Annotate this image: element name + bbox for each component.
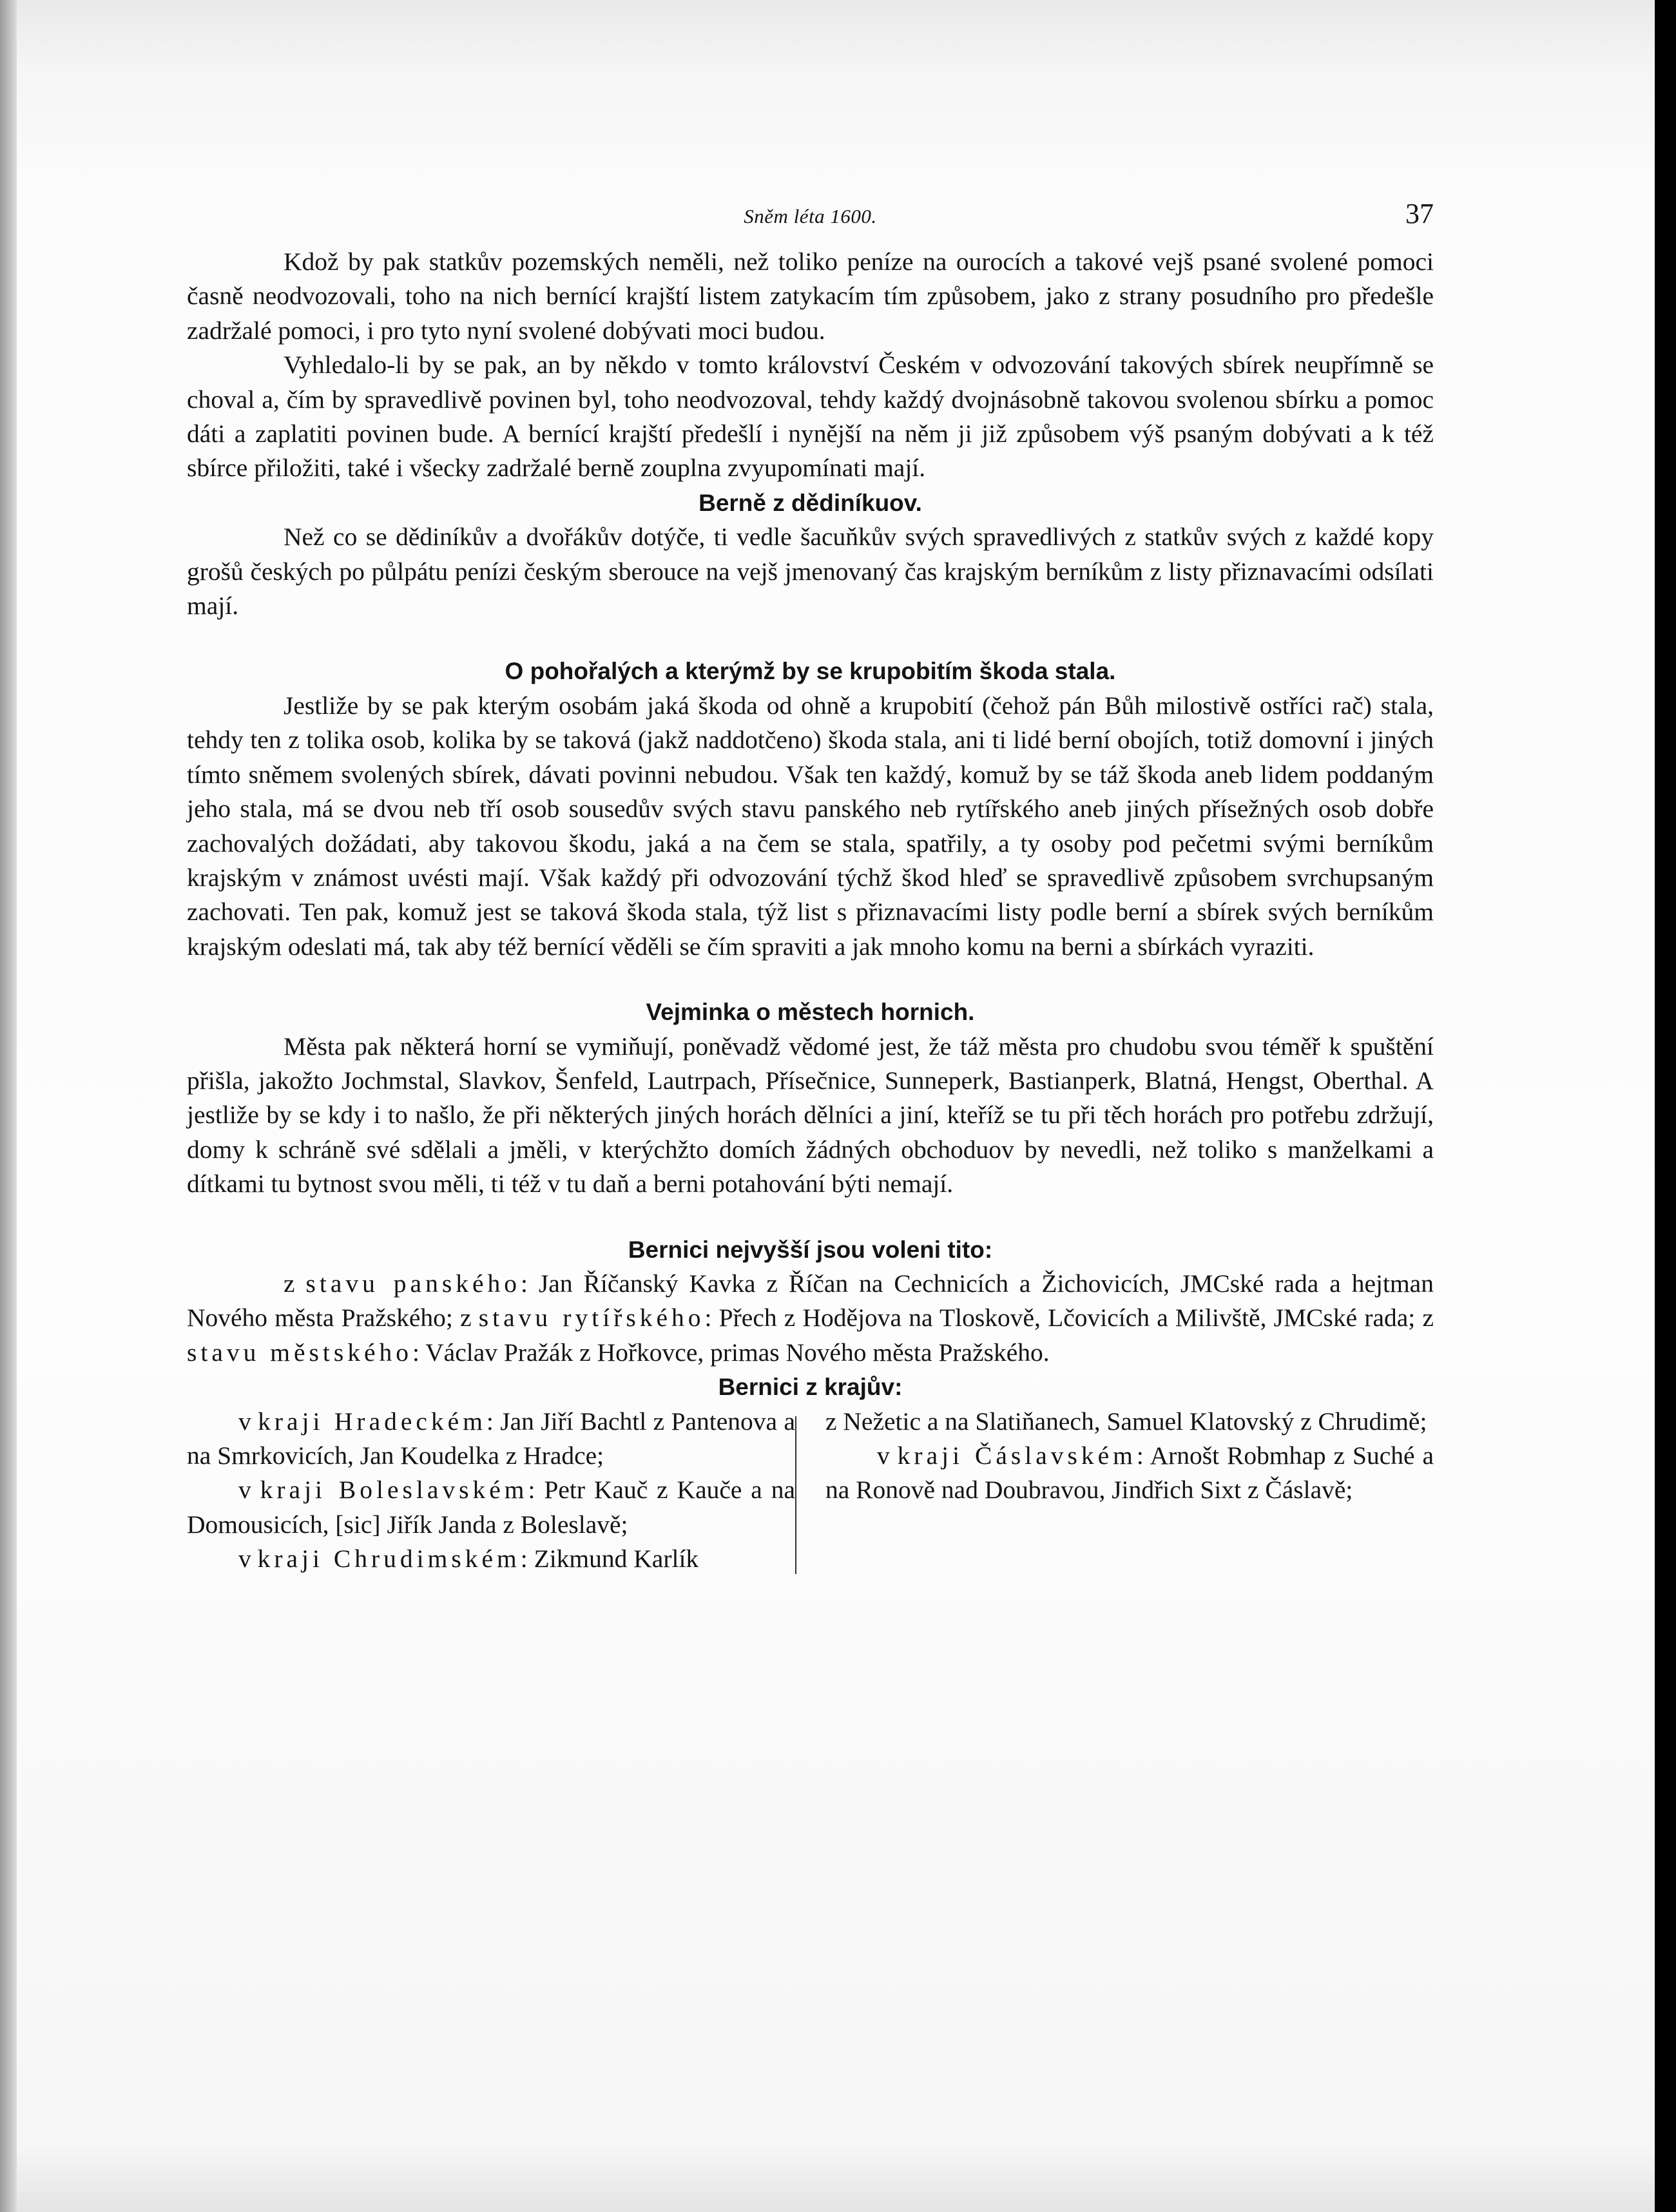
text-run: : Přech z Hodějova na Tloskově, Lčovicích a Milivště, JMCské rada; z xyxy=(704,1303,1434,1332)
entry-text: : Zikmund Karlík xyxy=(520,1544,699,1573)
two-column-list xyxy=(187,1405,1434,1577)
scan-right-edge xyxy=(1655,0,1676,2212)
paragraph-6 xyxy=(187,1267,1434,1370)
entry-text: : Jan Jiří Bachtl z Pantenova a na Smrkovicích, Jan Koudelka z Hradce; xyxy=(187,1407,795,1470)
entry-text: z Nežetic a na Slatiňanech, Samuel Klatovský z Chrudimě; xyxy=(825,1407,1427,1436)
running-title: Sněm léta 1600. xyxy=(744,205,877,227)
document-page xyxy=(187,193,1434,1577)
spaced-estate: stavu rytířského xyxy=(478,1303,705,1332)
entry xyxy=(187,1473,795,1542)
heading-vejminka: Vejminka o městech hornich. xyxy=(646,999,975,1026)
spaced-estate: stavu městského xyxy=(187,1338,413,1367)
entry-region: kraji Chrudimském xyxy=(257,1544,521,1573)
entry xyxy=(825,1439,1434,1508)
entry-text: : Petr Kauč z Kauče a na Domousicích, [sic] Jiřík Janda z Boleslavě; xyxy=(187,1476,795,1539)
entry-region: kraji Hradeckém xyxy=(258,1407,486,1436)
scan-left-shadow xyxy=(0,0,17,2212)
right-column xyxy=(796,1405,1434,1577)
entry-prefix: v xyxy=(238,1407,258,1436)
spaced-estate: stavu panského xyxy=(305,1269,521,1298)
paragraph-5: Města pak některá horní se vymiňují, poněvadž vědomé jest, že táž města pro chudobu svou téměř k spuštění přišla, jakožto Jochmstal, Slavkov, Šenfeld, Lautrpach, Přísečnice, Sunneperk, Bastianperk, Blatná, Hengst, Oberthal. A jestliže by se kdy i to našlo, že při některých jiných horách dělníci a jiní, kteříž se tu při těch horách pro potřebu zdržují, domy k schráně své sdělali a jměli, v kterýchžto domích žádných obchoduov by nevedli, než toliko s manželkami a dítkami tu bytnost svou měli, ti též v tu daň a berni potahování býti nemají. xyxy=(187,1032,1434,1198)
page-header xyxy=(187,193,1434,245)
entry xyxy=(825,1405,1434,1439)
paragraph-1: Kdož by pak statkův pozemských neměli, než toliko peníze na ourocích a takové vejš psané svolené pomoci časně neodvozovali, toho na nich bernící krajští listem zatykacím tím způsobem, jako z strany posudního pro předešle zadržalé pomoci, i pro tyto nyní svolené dobývati moci budou. xyxy=(187,247,1434,345)
section-gap xyxy=(187,964,1434,995)
entry-prefix: v xyxy=(238,1544,258,1573)
entry xyxy=(187,1542,795,1576)
heading-bernici-nejvyssi: Bernici nejvyšší jsou voleni tito: xyxy=(628,1236,993,1263)
entry-prefix: v xyxy=(238,1476,260,1505)
entry xyxy=(187,1405,795,1474)
text-run: : Jan Říčanský Kavka z Říčan na Cechnicích a Žichovicích, JMCské rada a hejtman Nového města Pražského; z xyxy=(187,1269,1434,1332)
paragraph-3: Než co se dědiníkův a dvořákův dotýče, ti vedle šacuňkův svých spravedlivých z statkův svých z každé kopy grošů českých po půlpátu penízi českým sberouce na vejš jmenovaný čas krajským berníkům z listy přiznavacími odsílati mají. xyxy=(187,523,1434,620)
paragraph-2: Vyhledalo-li by se pak, an by někdo v tomto království Českém v odvozování takových sbírek neupřímně se choval a, čím by spravedlivě povinen byl, toho neodvozoval, tehdy každý dvojnásobně takovou svolenou sbírku a pomoc dáti a zaplatiti povinen bude. A bernící krajští předešlí i nynější na něm ji již způsobem výš psaným dobývati a k též sbírce přiložiti, také i všecky zadržalé berně zouplna zvyupomínati mají. xyxy=(187,351,1434,483)
entry-text: : Arnošt Robmhap z Suché a na Ronově nad Doubravou, Jindřich Sixt z Čáslavě; xyxy=(825,1441,1434,1505)
left-column xyxy=(187,1405,795,1577)
entry-prefix: v xyxy=(877,1441,898,1470)
section-gap xyxy=(187,1202,1434,1233)
page-number: 37 xyxy=(1405,198,1434,229)
section-gap xyxy=(187,623,1434,654)
heading-berne-z-dediniku: Berně z dědiníkuov. xyxy=(698,489,922,516)
text-run: : Václav Pražák z Hořkovce, primas Nového města Pražského. xyxy=(412,1338,1050,1367)
heading-bernici-z-krajuv: Bernici z krajův: xyxy=(718,1374,903,1401)
entry-region: kraji Čáslavském xyxy=(897,1441,1137,1470)
entry-region: kraji Boleslavském xyxy=(260,1476,528,1505)
paragraph-4: Jestliže by se pak kterým osobám jaká škoda od ohně a krupobití (čehož pán Bůh milostivě ostříci rač) stala, tehdy ten z tolika osob, kolika by se taková (jakž naddotčeno) škoda stala, ani ti lidé berní obojích, totiž domovní i jiných tímto sněmem svolených sbírek, dávati povinni nebudou. Však ten každý, komuž by se táž škoda aneb lidem poddaným jeho stala, má se dvou neb tří osob sousedův svých stavu panského neb rytířského aneb jiných přísežných osob dobře zachovalých dožádati, aby takovou škodu, jaká a na čem se stala, spatřily, a ty osoby pod pečetmi svými berníkům krajským v známost uvésti mají. Však každý při odvozování týchž škod hleď se spravedlivě způsobem svrchupsaným zachovati. Ten pak, komuž jest se taková škoda stala, týž list s přiznavacími listy podle berní a sbírek svých berníkům krajským odeslati má, tak aby též bernící věděli se čím spraviti a jak mnoho komu na berni a sbírkách vyraziti. xyxy=(187,691,1434,961)
heading-pohoralych: O pohořalých a kterýmž by se krupobitím škoda stala. xyxy=(505,658,1116,685)
text-run: z xyxy=(284,1269,306,1298)
